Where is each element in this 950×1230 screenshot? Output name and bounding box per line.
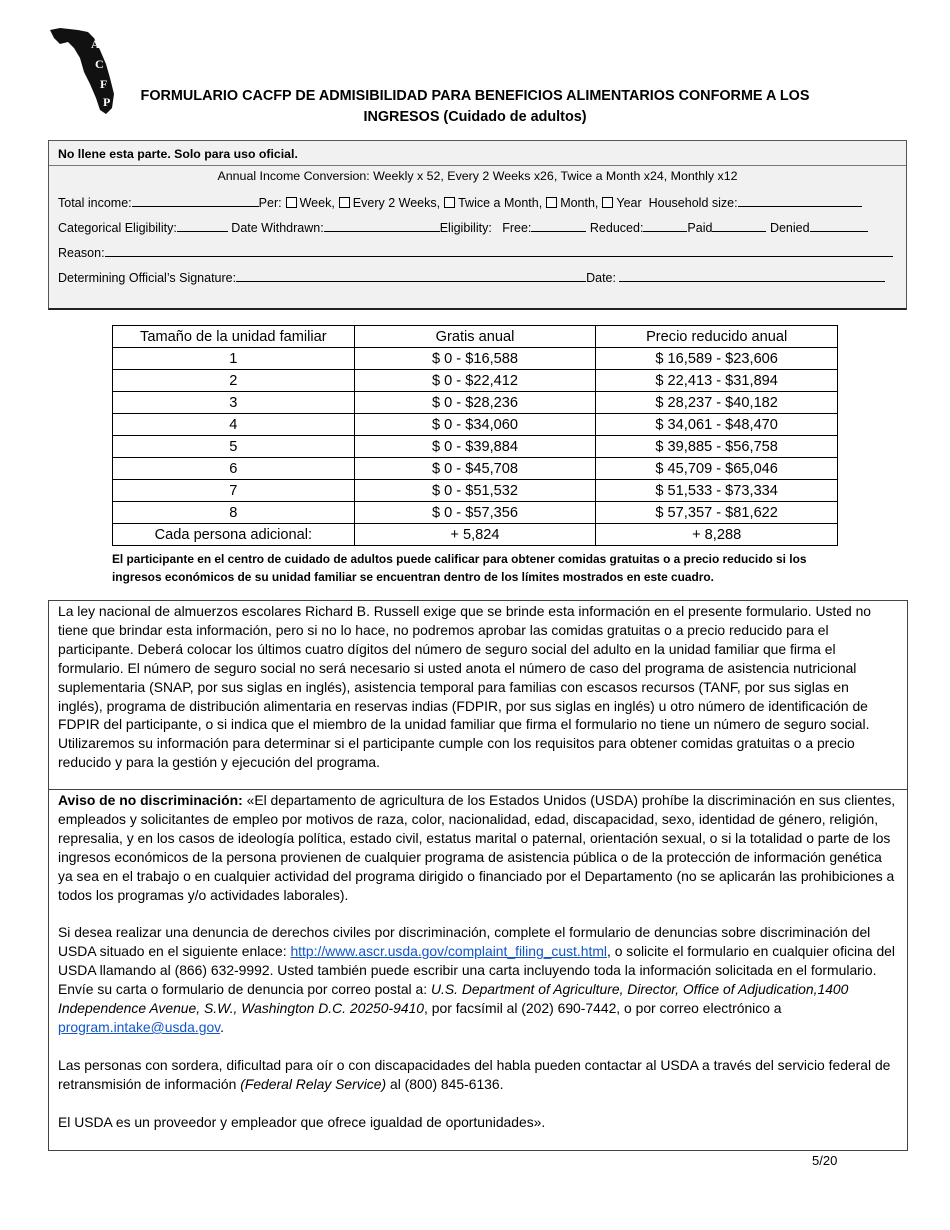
every-2-weeks-checkbox[interactable] xyxy=(339,197,350,208)
nondiscrimination-heading: Aviso de no discriminación: xyxy=(58,792,243,808)
household-size-cell: 3 xyxy=(113,392,355,414)
reduced-income-cell: $ 22,413 - $31,894 xyxy=(596,370,838,392)
official-signature-field[interactable] xyxy=(236,269,586,282)
nondiscrimination-paragraph-4: El USDA es un proveedor y empleador que ofrece igualdad de oportunidades». xyxy=(58,1113,546,1130)
column-header: Tamaño de la unidad familiar xyxy=(113,326,355,348)
reduced-income-cell: $ 16,589 - $23,606 xyxy=(596,348,838,370)
reduced-income-cell: $ 45,709 - $65,046 xyxy=(596,458,838,480)
table-row xyxy=(113,436,838,458)
additional-person-label: Cada persona adicional: xyxy=(113,524,355,546)
table-row xyxy=(113,458,838,480)
free-field[interactable] xyxy=(531,219,586,232)
reduced-income-cell: $ 39,885 - $56,758 xyxy=(596,436,838,458)
free-income-cell: $ 0 - $45,708 xyxy=(354,458,596,480)
column-header: Precio reducido anual xyxy=(596,326,838,348)
free-income-cell: $ 0 - $28,236 xyxy=(354,392,596,414)
reduced-income-cell: $ 28,237 - $40,182 xyxy=(596,392,838,414)
table-row xyxy=(113,348,838,370)
free-income-cell: $ 0 - $34,060 xyxy=(354,414,596,436)
free-income-cell: $ 0 - $57,356 xyxy=(354,502,596,524)
month-checkbox[interactable] xyxy=(546,197,557,208)
logo-letter: C xyxy=(95,57,104,71)
free-income-cell: $ 0 - $22,412 xyxy=(354,370,596,392)
logo-letter: F xyxy=(100,77,108,91)
total-income-row: Total income: Per: Week, Every 2 Weeks, Twice a Month, Month, Year Household size: xyxy=(58,194,894,210)
logo-letter: A xyxy=(91,37,100,51)
official-date-field[interactable] xyxy=(619,269,885,282)
household-size-cell: 5 xyxy=(113,436,355,458)
title-line-1: FORMULARIO CACFP DE ADMISIBILIDAD PARA BENEFICIOS ALIMENTARIOS CONFORME A LOS xyxy=(140,88,810,104)
eligibility-row: Categorical Eligibility: Date Withdrawn: Eligibility: Free: Reduced: Paid Denied xyxy=(58,219,894,235)
nondiscrimination-paragraph-2: Si desea realizar una denuncia de derechos civiles por discriminación, complete el formulario de denuncias sobre discriminación del USDA situado en el siguiente enlace: http://www.ascr.usda.gov/complaint_filing_cust.html, o solicite el formulario en cualquier oficina del USDA llamando al (866) 632-9992. Usted también puede escribir una carta incluyendo toda la información solicitada en el formulario. Envíe su carta o formulario de denuncia por correo postal a: U.S. Department of Agriculture, Director, Office of Adjudication,1400 Independence Avenue, S.W., Washington D.C. 20250-9410, por facsímil al (202) 690-7442, o por correo electrónico a program.intake@usda.gov. xyxy=(58,924,895,1035)
reduced-income-cell: $ 34,061 - $48,470 xyxy=(596,414,838,436)
complaint-form-link[interactable]: http://www.ascr.usda.gov/complaint_filing_cust.html xyxy=(290,943,607,960)
title-line-2: INGRESOS (Cuidado de adultos) xyxy=(363,109,587,125)
reason-row: Reason: xyxy=(58,244,894,260)
privacy-act-statement xyxy=(48,600,908,790)
household-size-cell: 4 xyxy=(113,414,355,436)
paid-field[interactable] xyxy=(712,219,766,232)
reason-field[interactable] xyxy=(105,244,893,257)
email-link[interactable]: program.intake@usda.gov xyxy=(58,1018,221,1035)
reduced-income-cell: $ 51,533 - $73,334 xyxy=(596,480,838,502)
signature-row: Determining Official’s Signature: Date: xyxy=(58,269,894,285)
table-row xyxy=(113,370,838,392)
page-number: 5/20 xyxy=(812,1153,838,1168)
table-row xyxy=(113,480,838,502)
usda-mailing-address: U.S. Department of Agriculture, Director, Office of Adjudication,1400 Independence Avenue, S.W., Washington D.C. 20250-9410 xyxy=(58,981,849,1017)
logo-letter: P xyxy=(103,95,111,109)
free-income-cell: $ 0 - $51,532 xyxy=(354,480,596,502)
table-note: El participante en el centro de cuidado de adultos puede calificar para obtener comidas gratuitas o a precio reducido si los ingresos económicos de su unidad familiar se encuentran dentro de los límites mostrados en este cuadro. xyxy=(112,552,807,584)
income-eligibility-table xyxy=(112,325,838,546)
nondiscrimination-paragraph-3: Las personas con sordera, dificultad para oír o con discapacidades del habla pueden contactar al USDA a través del servicio federal de retransmisión de información (Federal Relay Service) al (800) 845-6136. xyxy=(58,1056,891,1092)
column-header: Gratis anual xyxy=(354,326,596,348)
nondiscrimination-paragraph-1: Aviso de no discriminación: «El departamento de agricultura de los Estados Unidos (USDA) prohíbe la discriminación en sus clientes, empleados y solicitantes de empleo por motivos de raza, color, nacionalidad, edad, discapacidad, sexo, identidad de género, religión, represalia, y en los casos de ideología política, estado civil, estatus marital o paternal, orientación sexual, o si la totalidad o parte de los ingresos económicos de la persona provienen de cualquier programa de asistencia pública o de la protección de información genética ya sea en el trabajo o en cualquier actividad del programa dirigido o financiado por el Departamento (no se aplicarán las prohibiciones a todos los programas y/o actividades laborales). xyxy=(58,792,896,903)
categorical-eligibility-field[interactable] xyxy=(177,219,228,232)
year-checkbox[interactable] xyxy=(602,197,613,208)
household-size-cell: 6 xyxy=(113,458,355,480)
reduced-field[interactable] xyxy=(643,219,687,232)
table-header-row xyxy=(113,326,838,348)
total-income-field[interactable] xyxy=(132,194,259,207)
household-size-cell: 2 xyxy=(113,370,355,392)
table-row xyxy=(113,414,838,436)
form-title xyxy=(100,86,850,128)
office-use-section xyxy=(48,140,907,310)
household-size-cell: 8 xyxy=(113,502,355,524)
household-size-field[interactable] xyxy=(738,194,862,207)
additional-free-cell: + 5,824 xyxy=(354,524,596,546)
privacy-text: La ley nacional de almuerzos escolares Richard B. Russell exige que se brinde esta información en el presente formulario. Usted no tiene que brindar esta información, pero si no lo hace, no podremos aprobar las comidas gratuitas o a precio reducido para el participante. Deberá colocar los últimos cuatro dígitos del número de seguro social del adulto en la unidad familiar que firma el formulario. El número de seguro social no será necesario si usted anota el número de caso del programa de asistencia nutricional suplementaria (SNAP, por sus siglas en inglés), asistencia temporal para familias con escasos recursos (TANF, por sus siglas en inglés), programa de distribución alimentaria en reservas indias (FDPIR, por sus siglas en inglés) u otro número de identificación de FDPIR del participante, o si indica que el miembro de la unidad familiar que firma el formulario no tiene un número de seguro social. Utilizaremos su información para determinar si el participante cumple con los requisitos para obtener comidas gratuitas o a precio reducido y para la gestión y ejecución del programa. xyxy=(58,603,872,771)
free-income-cell: $ 0 - $39,884 xyxy=(354,436,596,458)
additional-person-row xyxy=(113,524,838,546)
table-row xyxy=(113,502,838,524)
denied-field[interactable] xyxy=(810,219,868,232)
additional-reduced-cell: + 8,288 xyxy=(596,524,838,546)
free-income-cell: $ 0 - $16,588 xyxy=(354,348,596,370)
date-withdrawn-field[interactable] xyxy=(324,219,440,232)
twice-a-month-checkbox[interactable] xyxy=(444,197,455,208)
office-use-heading: No llene esta parte. Solo para uso oficial. xyxy=(49,141,906,166)
household-size-cell: 1 xyxy=(113,348,355,370)
week-checkbox[interactable] xyxy=(286,197,297,208)
reduced-income-cell: $ 57,357 - $81,622 xyxy=(596,502,838,524)
income-conversion-note: Annual Income Conversion: Weekly x 52, Every 2 Weeks x26, Twice a Month x24, Monthly x12 xyxy=(217,169,738,183)
household-size-cell: 7 xyxy=(113,480,355,502)
nondiscrimination-statement xyxy=(48,789,908,1151)
table-row xyxy=(113,392,838,414)
